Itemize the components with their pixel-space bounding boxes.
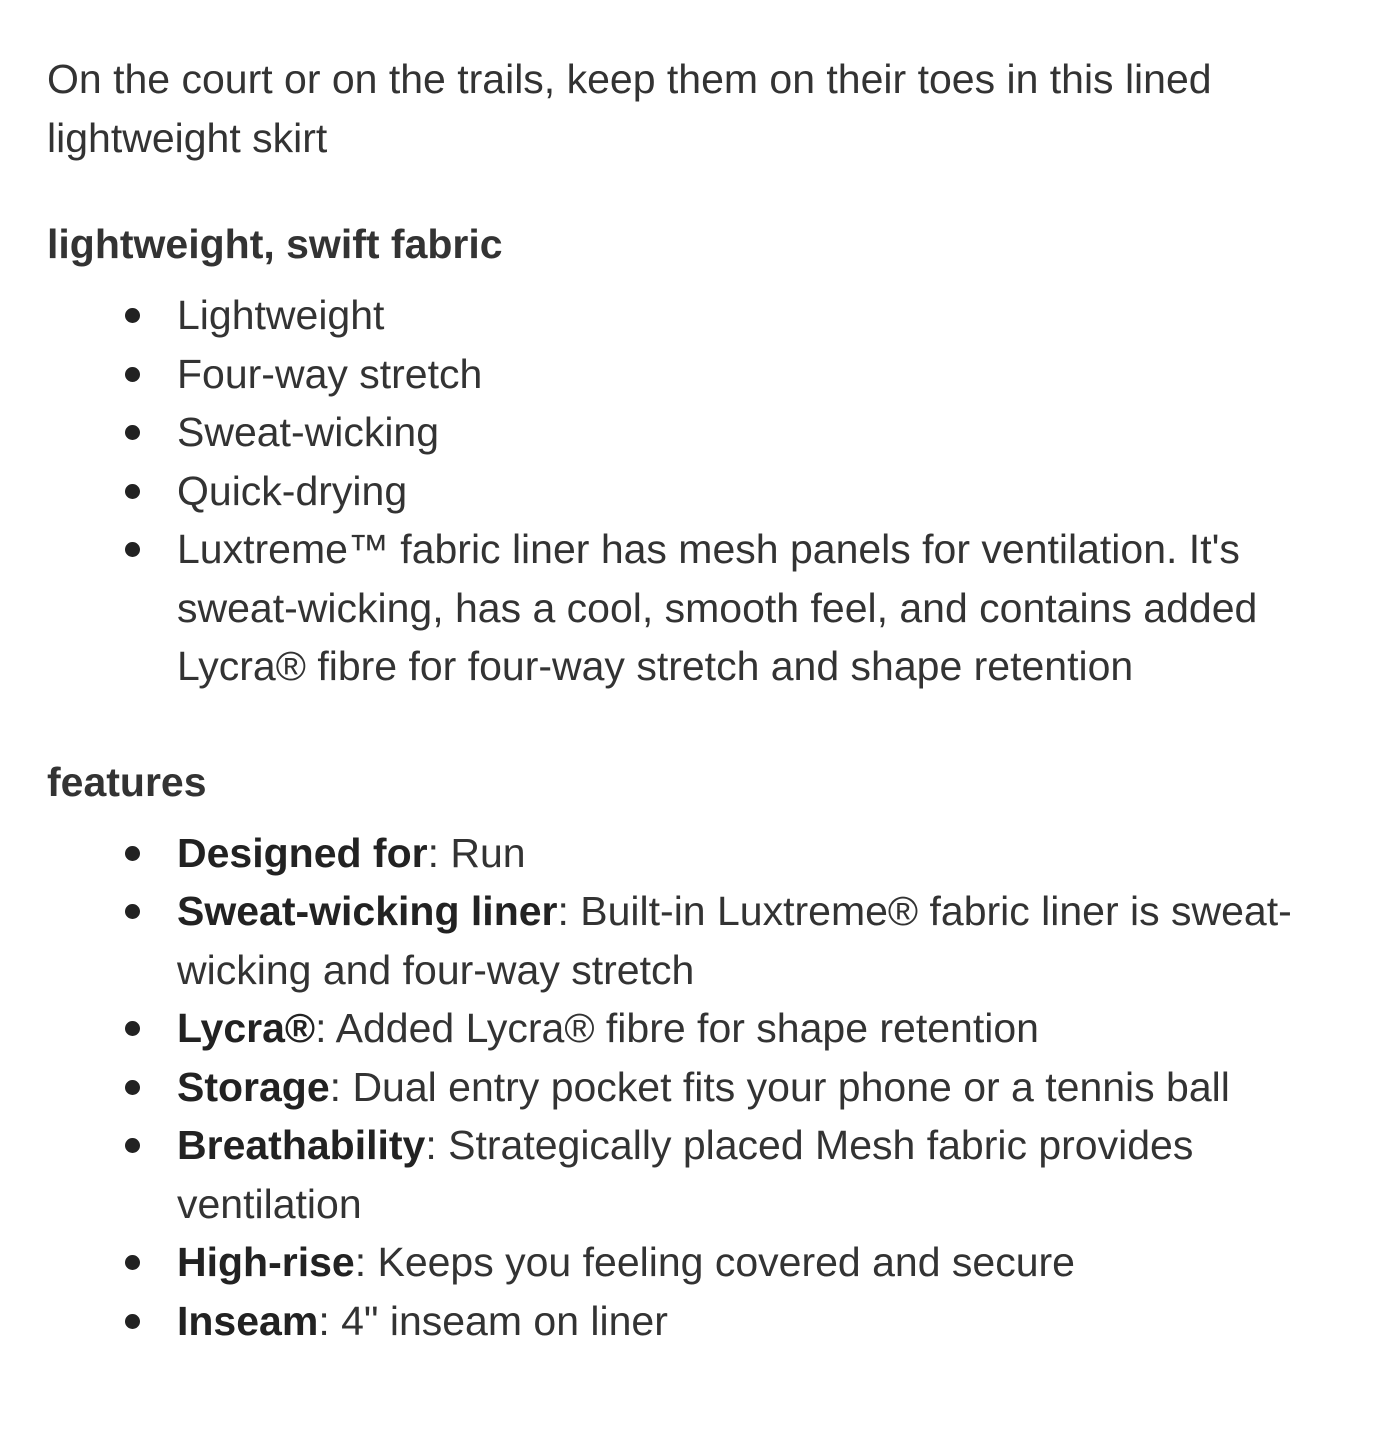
feature-term: Storage [177, 1063, 330, 1110]
features-heading: features [47, 758, 207, 805]
feature-item [177, 1292, 1347, 1351]
feature-desc: : 4" inseam on liner [318, 1297, 668, 1344]
feature-term: High-rise [177, 1239, 355, 1285]
fabric-item: Quick-drying [177, 462, 1347, 521]
product-description [47, 50, 1347, 1350]
features-list [47, 824, 1347, 1351]
fabric-item: Luxtreme™ fabric liner has mesh panels for ventilation. It's sweat-wicking, has a cool, smooth feel, and contains added Lycra® fibre for four-way stretch and shape retention [177, 520, 1347, 696]
feature-term: Designed for [177, 829, 428, 876]
fabric-item: Sweat-wicking [177, 403, 1347, 462]
fabric-item: Lightweight [177, 286, 1347, 345]
feature-desc: : Added Lycra® fibre for shape retention [315, 1005, 1039, 1051]
feature-term: Lycra® [177, 1005, 316, 1051]
feature-desc: : Dual entry pocket fits your phone or a tennis ball [329, 1063, 1230, 1110]
fabric-item: Four-way stretch [177, 345, 1347, 404]
feature-desc: : Keeps you feeling covered and secure [354, 1239, 1075, 1285]
intro-text: On the court or on the trails, keep them on their toes in this lined lightweight skirt [47, 56, 1212, 161]
feature-desc: : Strategically placed Mesh fabric provides ventilation [177, 1122, 1194, 1227]
fabric-heading: lightweight, swift fabric [47, 221, 503, 267]
feature-term: Sweat-wicking liner [177, 888, 558, 934]
feature-term: Breathability [177, 1122, 426, 1168]
feature-item [177, 999, 1347, 1058]
fabric-list [47, 286, 1347, 696]
feature-item [177, 1233, 1347, 1292]
feature-item [177, 882, 1347, 999]
feature-term: Inseam [177, 1297, 319, 1344]
feature-item [177, 1116, 1347, 1233]
feature-desc: : Built-in Luxtreme® fabric liner is sweat-wicking and four-way stretch [177, 888, 1292, 993]
feature-item [177, 1058, 1347, 1117]
feature-desc: : Run [427, 829, 526, 876]
feature-item [177, 824, 1347, 883]
